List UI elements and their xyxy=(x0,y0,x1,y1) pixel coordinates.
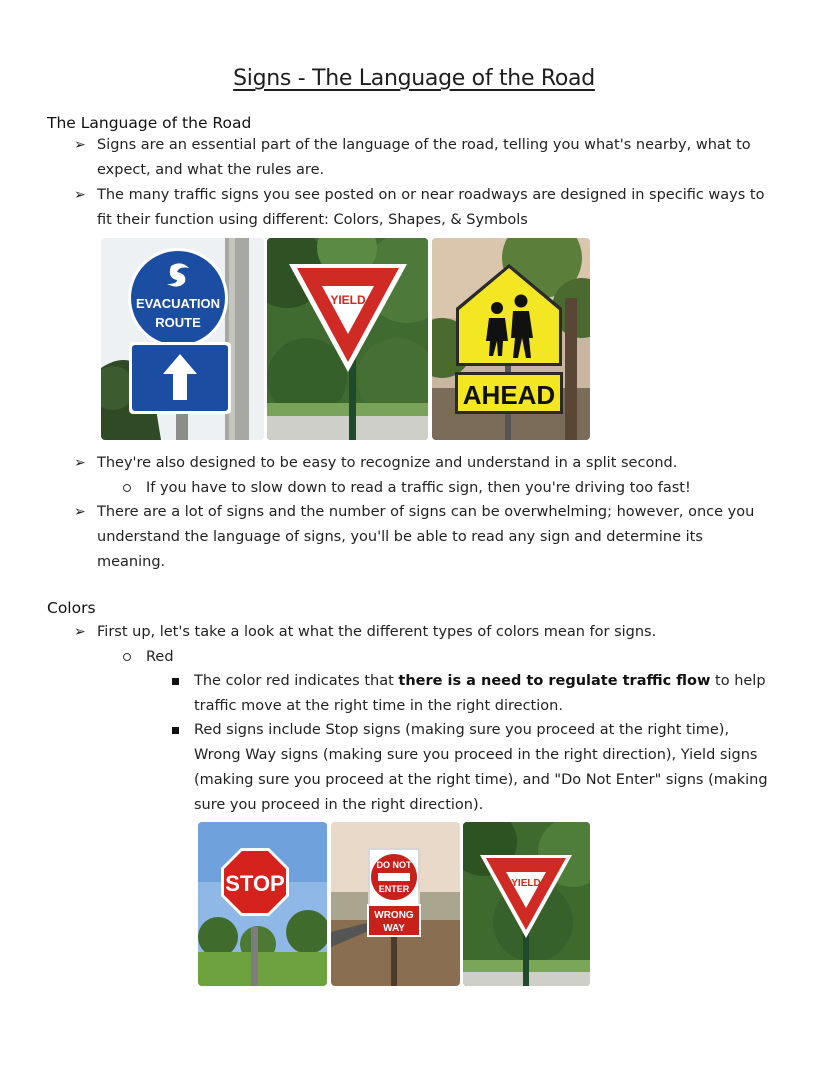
arrow-bullet-icon: ➢ xyxy=(74,624,86,640)
bullet-text: The many traffic signs you see posted on or near roadways are designed in specific ways to xyxy=(97,187,765,203)
paragraph-text: sure you proceed in the right direction). xyxy=(194,797,484,813)
enter-text: ENTER xyxy=(378,884,410,894)
bullet-text: They're also designed to be easy to recognize and understand in a split second. xyxy=(97,455,678,471)
bullet-text: fit their function using different: Colors, Shapes, & Symbols xyxy=(97,212,528,228)
bullet-text: First up, let's take a look at what the different types of colors mean for signs. xyxy=(97,624,657,640)
bullet-text: meaning. xyxy=(97,554,166,570)
sub-bullet-text: Red xyxy=(146,649,174,665)
bullet-text: Signs are an essential part of the language of the road, telling you what's nearby, what to xyxy=(97,137,751,153)
yield-text-2: YIELD xyxy=(511,878,541,889)
school-crossing-sign-photo xyxy=(432,238,590,440)
do-not-text: DO NOT xyxy=(376,860,412,870)
bullet-text: understand the language of signs, you'll be able to read any sign and determine its xyxy=(97,529,703,545)
yield-sign-photo-2 xyxy=(463,822,590,986)
evacuation-route-sign-photo xyxy=(101,238,264,440)
section-heading-language: The Language of the Road xyxy=(47,114,252,132)
stop-text: STOP xyxy=(225,871,285,896)
do-not-enter-wrong-way-photo xyxy=(331,822,460,986)
yield-sign-photo xyxy=(267,238,428,440)
stop-sign-photo xyxy=(198,822,327,986)
ahead-text: AHEAD xyxy=(462,380,556,410)
wrong-text: WRONG xyxy=(374,910,414,921)
circle-bullet-icon xyxy=(123,653,131,661)
square-bullet-icon xyxy=(172,727,179,734)
arrow-bullet-icon: ➢ xyxy=(74,187,86,203)
arrow-bullet-icon: ➢ xyxy=(74,504,86,520)
paragraph-text: The color red indicates that there is a need to regulate traffic flow to help xyxy=(194,673,766,689)
way-text: WAY xyxy=(383,923,405,934)
bullet-text: expect, and what the rules are. xyxy=(97,162,325,178)
paragraph-text: Red signs include Stop signs (making sure you proceed at the right time), xyxy=(194,722,730,738)
paragraph-text: (making sure you proceed at the right time), and "Do Not Enter" signs (making xyxy=(194,772,768,788)
section-heading-colors: Colors xyxy=(47,599,96,617)
yield-text: YIELD xyxy=(330,293,366,307)
circle-bullet-icon xyxy=(123,484,131,492)
bullet-text: There are a lot of signs and the number of signs can be overwhelming; however, once you xyxy=(97,504,755,520)
page-title: Signs - The Language of the Road xyxy=(233,66,595,91)
route-text: ROUTE xyxy=(155,315,201,330)
paragraph-text: traffic move at the right time in the right direction. xyxy=(194,698,563,714)
arrow-bullet-icon: ➢ xyxy=(74,455,86,471)
paragraph-text: Wrong Way signs (making sure you proceed in the right direction), Yield signs xyxy=(194,747,758,763)
arrow-bullet-icon: ➢ xyxy=(74,137,86,153)
square-bullet-icon xyxy=(172,678,179,685)
evacuation-text: EVACUATION xyxy=(135,296,221,311)
sub-bullet-text: If you have to slow down to read a traffic sign, then you're driving too fast! xyxy=(146,480,691,496)
